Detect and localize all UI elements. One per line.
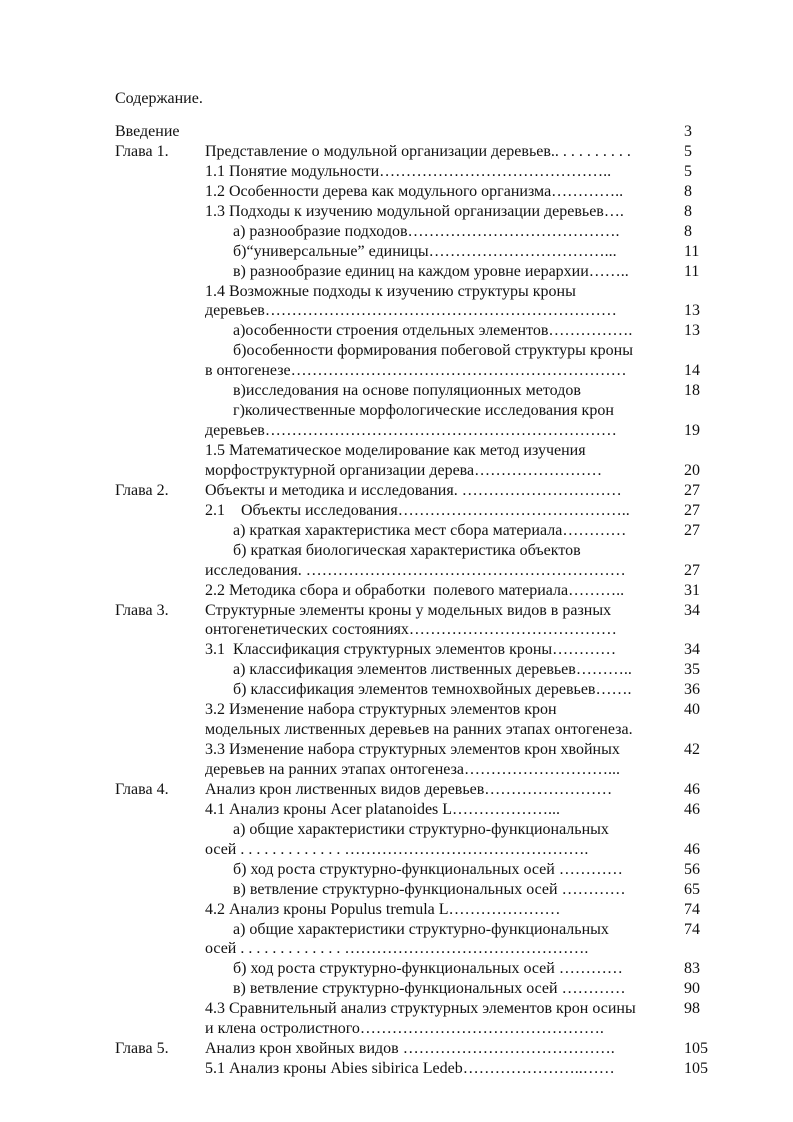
toc-page-number: 46 [684, 840, 700, 858]
toc-page-number: 5 [684, 142, 692, 160]
toc-chapter-label: Введение [115, 123, 180, 140]
toc-entry [0, 700, 793, 720]
toc-entry-title: 1.3 Подходы к изучению модульной организации деревьев…. [205, 202, 624, 220]
toc-chapter-label: Глава 5. [115, 1040, 169, 1058]
toc-entry-title: 1.2 Особенности дерева как модульного организма………….. [205, 182, 624, 200]
toc-page-number: 8 [684, 202, 692, 220]
toc-entry-title: 1.5 Математическое моделирование как метод изучения [205, 442, 586, 459]
toc-entry-title: 4.2 Анализ кроны Populus tremula L………………… [205, 900, 561, 918]
toc-entry [0, 601, 793, 621]
toc-page-number: 83 [684, 960, 700, 978]
toc-entry [0, 481, 793, 501]
toc-entry-title: морфоструктурной организации дерева…………………… [205, 461, 603, 479]
toc-entry [0, 581, 793, 601]
toc-entry-title: а) общие характеристики структурно-функциональных [233, 920, 609, 938]
toc-chapter-label: Глава 1. [115, 142, 169, 160]
toc-entry-title: б) ход роста структурно-функциональных осей ………… [233, 960, 623, 978]
toc-entry [0, 1059, 793, 1079]
toc-entry-title: а)особенности строения отдельных элементов……………. [233, 322, 633, 340]
toc-entry [0, 182, 793, 202]
toc-entry [0, 122, 793, 142]
toc-entry-title: Представление о модульной организации деревьев.. . . . . . . . . . [205, 142, 631, 160]
toc-page-number: 36 [684, 681, 700, 699]
toc-page-number: 14 [684, 362, 700, 380]
toc-entry-title: Структурные элементы кроны у модельных видов в разных [205, 601, 612, 619]
toc-entry [0, 680, 793, 700]
toc-entry-title: г)количественные морфологические исследования крон [233, 402, 614, 420]
toc-entry-title: в) разнообразие единиц на каждом уровне иерархии…….. [233, 262, 629, 280]
toc-entry [0, 461, 793, 481]
toc-entry [0, 800, 793, 820]
toc-entry [0, 321, 793, 341]
toc-page-number: 34 [684, 601, 700, 619]
toc-entry-title: деревьев………………………………………………………… [205, 302, 617, 320]
toc-entry [0, 840, 793, 860]
toc-entry [0, 262, 793, 282]
toc-page-number: 18 [684, 382, 700, 400]
toc-entry [0, 381, 793, 401]
toc-page-number: 27 [684, 481, 700, 499]
toc-entry-title: б) классификация элементов темнохвойных деревьев……. [233, 681, 632, 699]
toc-entry-title: деревьев на ранних этапах онтогенеза………………………... [205, 761, 620, 778]
toc-entry-title: деревьев………………………………………………………… [205, 422, 617, 440]
toc-entry [0, 760, 793, 780]
toc-entry-title: б) ход роста структурно-функциональных осей ………… [233, 860, 623, 878]
toc-page-number: 27 [684, 561, 700, 579]
toc-entry [0, 541, 793, 561]
toc-entry-title: а) краткая характеристика мест сбора материала………… [233, 521, 627, 539]
toc-page-number: 46 [684, 800, 700, 818]
toc-entry [0, 939, 793, 959]
toc-entry [0, 999, 793, 1019]
toc-entry-title: исследования. …………………………………………………… [205, 561, 626, 579]
toc-entry-title: Анализ крон лиственных видов деревьев…………………… [205, 780, 613, 798]
toc-entry-title: б)“универсальные” единицы……………………………... [233, 242, 617, 260]
toc-page-number: 11 [684, 242, 700, 260]
toc-entry [0, 202, 793, 222]
toc-page-number: 90 [684, 980, 700, 998]
toc-entry [0, 242, 793, 262]
toc-entry-title: в)исследования на основе популяционных методов [233, 382, 581, 400]
toc-entry [0, 222, 793, 242]
toc-entry [0, 660, 793, 680]
toc-entry [0, 620, 793, 640]
toc-page-number: 65 [684, 880, 700, 898]
toc-entry-title: 3.2 Изменение набора структурных элементов крон [205, 701, 557, 719]
toc-entry-title: осей . . . . . . . . . . . . . ………………………………………. [205, 840, 589, 858]
toc-page-number: 13 [684, 322, 700, 340]
toc-page-number: 42 [684, 741, 700, 759]
toc-entry [0, 162, 793, 182]
toc-entry [0, 521, 793, 541]
toc-entry-title: модельных лиственных деревьев на ранних этапах онтогенеза. [205, 721, 633, 739]
toc-entry [0, 361, 793, 381]
toc-page-number: 5 [684, 162, 692, 180]
toc-entry-title: Анализ крон хвойных видов …………………………………. [205, 1040, 615, 1058]
toc-page-number: 11 [684, 262, 700, 280]
toc-entry [0, 880, 793, 900]
toc-page-number: 13 [684, 302, 700, 320]
toc-page-number: 31 [684, 581, 700, 599]
toc-entry [0, 441, 793, 461]
toc-page-number: 34 [684, 641, 700, 659]
toc-entry-title: 5.1 Анализ кроны Abies sibirica Ledeb…………………..…… [205, 1060, 615, 1078]
toc-entry [0, 1019, 793, 1039]
toc-entry-title: а) общие характеристики структурно-функциональных [233, 820, 609, 838]
toc-page-number: 27 [684, 501, 700, 519]
toc-entry-title: б) краткая биологическая характеристика объектов [233, 541, 581, 559]
toc-entry [0, 900, 793, 920]
toc-entry-title: а) классификация элементов лиственных деревьев……….. [233, 661, 632, 679]
toc-chapter-label: Глава 3. [115, 601, 169, 619]
toc-entry-title: онтогенетических состояниях………………………………… [205, 621, 617, 639]
toc-entry [0, 720, 793, 740]
toc-entry [0, 920, 793, 940]
toc-entry-title: 1.4 Возможные подходы к изучению структуры кроны [205, 282, 576, 300]
toc-entry-title: 4.1 Анализ кроны Acer platanoides L………………... [205, 800, 561, 818]
table-of-contents [0, 122, 793, 1079]
toc-entry-title: 2.1 Объекты исследования…………………………………….. [205, 501, 630, 519]
toc-page-number: 40 [684, 701, 700, 719]
toc-entry [0, 820, 793, 840]
toc-entry-title: б)особенности формирования побеговой структуры кроны [233, 342, 633, 360]
toc-entry [0, 142, 793, 162]
toc-entry-title: осей . . . . . . . . . . . . . ………………………………………. [205, 940, 589, 958]
toc-entry [0, 282, 793, 302]
toc-entry-title: 3.3 Изменение набора структурных элементов крон хвойных [205, 741, 620, 759]
toc-page-number: 20 [684, 461, 700, 479]
toc-entry-title: 4.3 Сравнительный анализ структурных элементов крон осины [205, 1000, 636, 1018]
toc-entry [0, 1039, 793, 1059]
toc-page-number: 56 [684, 860, 700, 878]
toc-entry [0, 979, 793, 999]
toc-page-number: 19 [684, 422, 700, 440]
toc-entry [0, 740, 793, 760]
toc-entry-title: Объекты и методика и исследования. ………………………… [205, 481, 622, 499]
toc-entry-title: 2.2 Методика сбора и обработки полевого материала……….. [205, 581, 625, 599]
toc-entry-title: 1.1 Понятие модульности…………………………………….. [205, 162, 612, 180]
toc-page-number: 3 [684, 123, 692, 140]
toc-entry [0, 640, 793, 660]
toc-entry [0, 301, 793, 321]
toc-entry [0, 341, 793, 361]
toc-entry-title: а) разнообразие подходов…………………………………. [233, 222, 620, 240]
toc-page-number: 8 [684, 222, 692, 240]
toc-page-number: 105 [684, 1040, 708, 1058]
toc-entry [0, 860, 793, 880]
toc-entry-title: в онтогенезе……………………………………………………… [205, 362, 627, 380]
toc-page-number: 105 [684, 1060, 708, 1078]
toc-page-number: 8 [684, 182, 692, 200]
toc-entry [0, 421, 793, 441]
toc-page-number: 46 [684, 780, 700, 798]
toc-page-number: 74 [684, 920, 700, 938]
toc-entry [0, 501, 793, 521]
page-title: Содержание. [115, 90, 203, 107]
toc-entry-title: и клена остролистного………………………………………. [205, 1020, 604, 1038]
toc-entry [0, 561, 793, 581]
toc-chapter-label: Глава 4. [115, 780, 169, 798]
toc-entry [0, 401, 793, 421]
toc-page-number: 35 [684, 661, 700, 679]
toc-entry-title: 3.1 Классификация структурных элементов кроны………… [205, 641, 617, 659]
toc-entry [0, 959, 793, 979]
toc-chapter-label: Глава 2. [115, 481, 169, 499]
toc-entry-title: в) ветвление структурно-функциональных осей ………… [233, 980, 626, 998]
toc-entry [0, 780, 793, 800]
toc-page-number: 74 [684, 900, 700, 918]
toc-page-number: 27 [684, 521, 700, 539]
toc-page-number: 98 [684, 1000, 700, 1018]
toc-entry-title: в) ветвление структурно-функциональных осей ………… [233, 880, 626, 898]
